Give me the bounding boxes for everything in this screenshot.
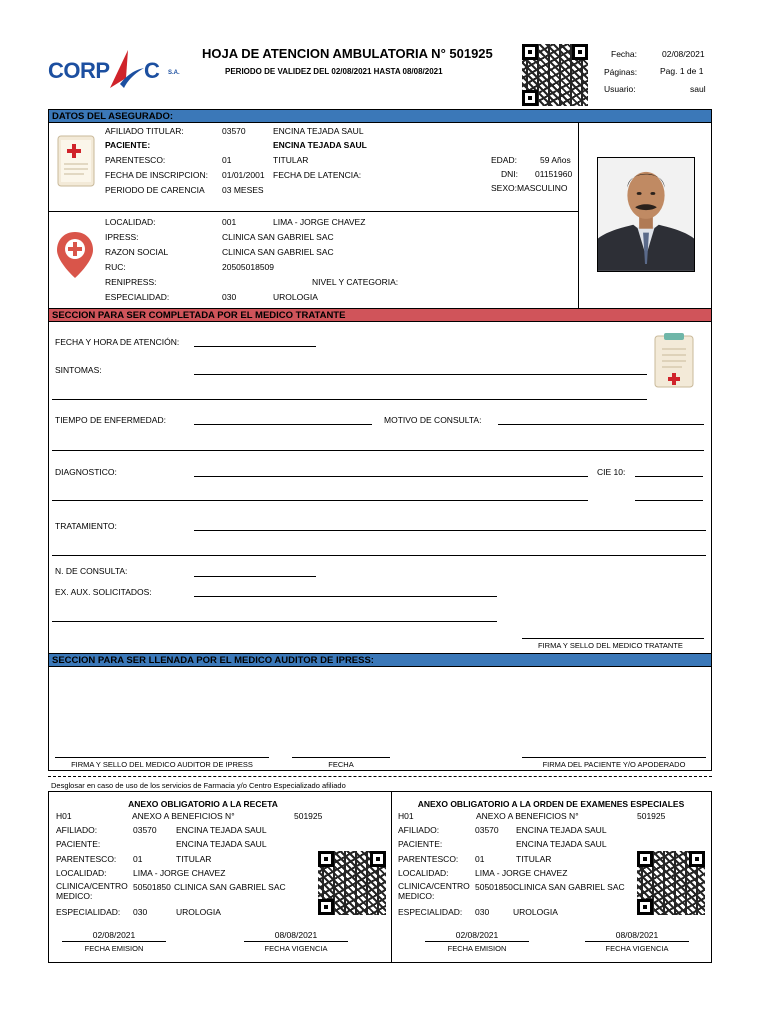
tratamiento-label: TRATAMIENTO: — [55, 521, 117, 531]
asegurado-section-title: DATOS DEL ASEGURADO: — [48, 109, 712, 123]
qr-code-icon — [522, 44, 588, 106]
vigencia-line — [585, 941, 689, 942]
beneficio-label: ANEXO A BENEFICIOS N° — [132, 811, 235, 821]
ex-aux-label: EX. AUX. SOLICITADOS: — [55, 587, 152, 597]
patient-photo — [597, 157, 695, 272]
ipress-value: CLINICA SAN GABRIEL SAC — [222, 232, 334, 242]
emision-line — [62, 941, 166, 942]
paginas-value: Pag. 1 de 1 — [660, 66, 704, 76]
edad-value: 59 Años — [540, 155, 571, 165]
fecha-hora-input[interactable] — [194, 346, 316, 347]
auditor-section-title: SECCION PARA SER LLENADA POR EL MEDICO AUDITOR DE IPRESS: — [48, 653, 712, 667]
sexo-value: MASCULINO — [517, 183, 568, 193]
usuario-value: saul — [690, 84, 706, 94]
especialidad-value: UROLOGIA — [273, 292, 318, 302]
afiliado-name: ENCINA TEJADA SAUL — [273, 126, 364, 136]
emision-line — [425, 941, 529, 942]
localidad-value: LIMA - JORGE CHAVEZ — [273, 217, 366, 227]
emision-label: FECHA EMISION — [84, 944, 144, 953]
cut-line — [48, 776, 712, 777]
anexo-examenes — [391, 791, 712, 963]
parentesco-label: PARENTESCO: — [105, 155, 166, 165]
nivel-label: NIVEL Y CATEGORIA: — [312, 277, 399, 287]
sintomas-input[interactable] — [194, 374, 647, 375]
edad-label: EDAD: — [491, 155, 517, 165]
fecha-hora-label: FECHA Y HORA DE ATENCIÓN: — [55, 337, 180, 347]
logo-swoosh-icon — [106, 48, 146, 90]
dni-label: DNI: — [501, 169, 518, 179]
paciente-label: PACIENTE: — [56, 839, 101, 849]
cie-input[interactable] — [635, 476, 703, 477]
parentesco-label: PARENTESCO: — [56, 854, 117, 864]
beneficio-label: ANEXO A BENEFICIOS N° — [476, 811, 579, 821]
clinica-label: CLINICA/CENTRO MEDICO: — [56, 881, 128, 901]
razon-value: CLINICA SAN GABRIEL SAC — [222, 247, 334, 257]
paciente-name: ENCINA TEJADA SAUL — [516, 839, 607, 849]
paciente-name: ENCINA TEJADA SAUL — [176, 839, 267, 849]
firma-paciente-label: FIRMA DEL PACIENTE Y/O APODERADO — [542, 760, 686, 769]
parentesco-code: 01 — [222, 155, 232, 165]
ruc-label: RUC: — [105, 262, 126, 272]
afiliado-code: 03570 — [222, 126, 246, 136]
anexo-title: ANEXO OBLIGATORIO A LA ORDEN DE EXAMENES ESPECIALES — [417, 799, 685, 809]
carencia-value: 03 MESES — [222, 185, 264, 195]
beneficio-value: 501925 — [294, 811, 323, 821]
medico-box — [48, 308, 712, 654]
usuario-label: Usuario: — [604, 84, 636, 94]
especialidad-code: 030 — [133, 907, 148, 917]
diagnostico-label: DIAGNOSTICO: — [55, 467, 117, 477]
especialidad-label: ESPECIALIDAD: — [105, 292, 170, 302]
paciente-label: PACIENTE: — [398, 839, 443, 849]
renipress-label: RENIPRESS: — [105, 277, 157, 287]
clinica-value: CLINICA SAN GABRIEL SAC — [174, 882, 286, 892]
carencia-label: PERIODO DE CARENCIA — [105, 185, 205, 195]
logo-text-c: C — [144, 58, 160, 83]
vigencia-label: FECHA VIGENCIA — [264, 944, 328, 953]
parentesco-value: TITULAR — [516, 854, 552, 864]
clinica-label: CLINICA/CENTRO MEDICO: — [398, 881, 470, 901]
clinica-code: 50501850 — [475, 882, 513, 892]
desglosar-text: Desglosar en caso de uso de los servicios de Farmacia y/o Centro Especializado afiliado — [51, 781, 346, 790]
vigencia-line — [244, 941, 348, 942]
auditor-box — [48, 653, 712, 771]
parentesco-code: 01 — [133, 854, 143, 864]
fecha-value: 02/08/2021 — [662, 49, 705, 59]
localidad-label: LOCALIDAD: — [56, 868, 107, 878]
motivo-label: MOTIVO DE CONSULTA: — [384, 415, 482, 425]
diagnostico-input-line-2[interactable] — [52, 500, 588, 501]
motivo-input-line-2[interactable] — [52, 450, 704, 451]
anexo-title: ANEXO OBLIGATORIO A LA RECETA — [128, 799, 278, 809]
tratamiento-input[interactable] — [194, 530, 706, 531]
anexo-code: H01 — [398, 811, 414, 821]
emision-date: 02/08/2021 — [455, 930, 499, 940]
firma-medico-label: FIRMA Y SELLO DEL MEDICO TRATANTE — [538, 641, 683, 650]
cie-label: CIE 10: — [597, 467, 626, 477]
ex-aux-input-line-2[interactable] — [52, 621, 497, 622]
firma-auditor-label: FIRMA Y SELLO DEL MEDICO AUDITOR DE IPRESS — [71, 760, 253, 769]
beneficio-value: 501925 — [637, 811, 666, 821]
afiliado-name: ENCINA TEJADA SAUL — [516, 825, 607, 835]
emision-label: FECHA EMISION — [447, 944, 507, 953]
logo-suffix: S.A. — [168, 70, 180, 76]
especialidad-value: UROLOGIA — [176, 907, 221, 917]
clinica-value: CLINICA SAN GABRIEL SAC — [513, 882, 625, 892]
motivo-input[interactable] — [498, 424, 704, 425]
latencia-label: FECHA DE LATENCIA: — [273, 170, 362, 180]
paginas-label: Páginas: — [604, 67, 638, 77]
parentesco-value: TITULAR — [273, 155, 309, 165]
emision-date: 02/08/2021 — [92, 930, 136, 940]
vigencia-label: FECHA VIGENCIA — [605, 944, 669, 953]
ex-aux-input[interactable] — [194, 596, 497, 597]
anexo-receta — [48, 791, 391, 963]
inscripcion-label: FECHA DE INSCRIPCION: — [105, 170, 208, 180]
afiliado-name: ENCINA TEJADA SAUL — [176, 825, 267, 835]
firma-auditor-line[interactable] — [55, 757, 269, 758]
fecha-auditor-label: FECHA — [328, 760, 354, 769]
ipress-label: IPRESS: — [105, 232, 139, 242]
especialidad-code: 030 — [475, 907, 490, 917]
parentesco-code: 01 — [475, 854, 485, 864]
qr-code-icon — [637, 851, 705, 915]
clinica-code: 50501850 — [133, 882, 171, 892]
diagnostico-input[interactable] — [194, 476, 588, 477]
firma-paciente-line[interactable] — [522, 757, 706, 758]
afiliado-code: 03570 — [133, 825, 157, 835]
sintomas-label: SINTOMAS: — [55, 365, 102, 375]
razon-label: RAZON SOCIAL — [105, 247, 169, 257]
firma-medico-line[interactable] — [522, 638, 704, 639]
especialidad-code: 030 — [222, 292, 237, 302]
afiliado-label: AFILIADO TITULAR: — [105, 126, 184, 136]
tratamiento-input-line-2[interactable] — [52, 555, 706, 556]
especialidad-label: ESPECIALIDAD: — [56, 907, 121, 917]
corpac-logo — [48, 48, 188, 92]
tiempo-label: TIEMPO DE ENFERMEDAD: — [55, 415, 166, 425]
sexo-label: SEXO: — [491, 183, 517, 193]
qr-code-icon — [318, 851, 386, 915]
document-title: HOJA DE ATENCION AMBULATORIA N° 501925 — [202, 46, 493, 61]
logo-text: CORP — [48, 58, 110, 83]
location-pin-icon — [55, 230, 95, 280]
anexo-code: H01 — [56, 811, 72, 821]
localidad-label: LOCALIDAD: — [105, 217, 156, 227]
afiliado-label: AFILIADO: — [398, 825, 440, 835]
paciente-name: ENCINA TEJADA SAUL — [273, 140, 367, 150]
afiliado-label: AFILIADO: — [56, 825, 98, 835]
inscripcion-value: 01/01/2001 — [222, 170, 265, 180]
parentesco-value: TITULAR — [176, 854, 212, 864]
medical-clipboard-icon — [56, 134, 96, 188]
medical-clipboard-icon — [652, 331, 696, 389]
validity-period: PERIODO DE VALIDEZ DEL 02/08/2021 HASTA 08/08/2021 — [225, 67, 443, 76]
fecha-label: Fecha: — [611, 49, 637, 59]
vigencia-date: 08/08/2021 — [274, 930, 318, 940]
n-consulta-label: N. DE CONSULTA: — [55, 566, 128, 576]
localidad-label: LOCALIDAD: — [398, 868, 449, 878]
cie-input-line-2[interactable] — [635, 500, 703, 501]
sintomas-input-line-2[interactable] — [52, 399, 647, 400]
especialidad-label: ESPECIALIDAD: — [398, 907, 463, 917]
localidad-code: 001 — [222, 217, 237, 227]
dni-value: 01151960 — [535, 169, 573, 179]
especialidad-value: UROLOGIA — [513, 907, 558, 917]
parentesco-label: PARENTESCO: — [398, 854, 459, 864]
localidad-value: LIMA - JORGE CHAVEZ — [475, 868, 568, 878]
n-consulta-input[interactable] — [194, 576, 316, 577]
afiliado-code: 03570 — [475, 825, 499, 835]
vigencia-date: 08/08/2021 — [615, 930, 659, 940]
paciente-label: PACIENTE: — [105, 140, 151, 150]
ruc-value: 20505018509 — [222, 262, 275, 272]
fecha-auditor-line[interactable] — [292, 757, 390, 758]
medico-section-title: SECCION PARA SER COMPLETADA POR EL MEDICO TRATANTE — [48, 308, 712, 322]
localidad-value: LIMA - JORGE CHAVEZ — [133, 868, 226, 878]
tiempo-input[interactable] — [194, 424, 372, 425]
